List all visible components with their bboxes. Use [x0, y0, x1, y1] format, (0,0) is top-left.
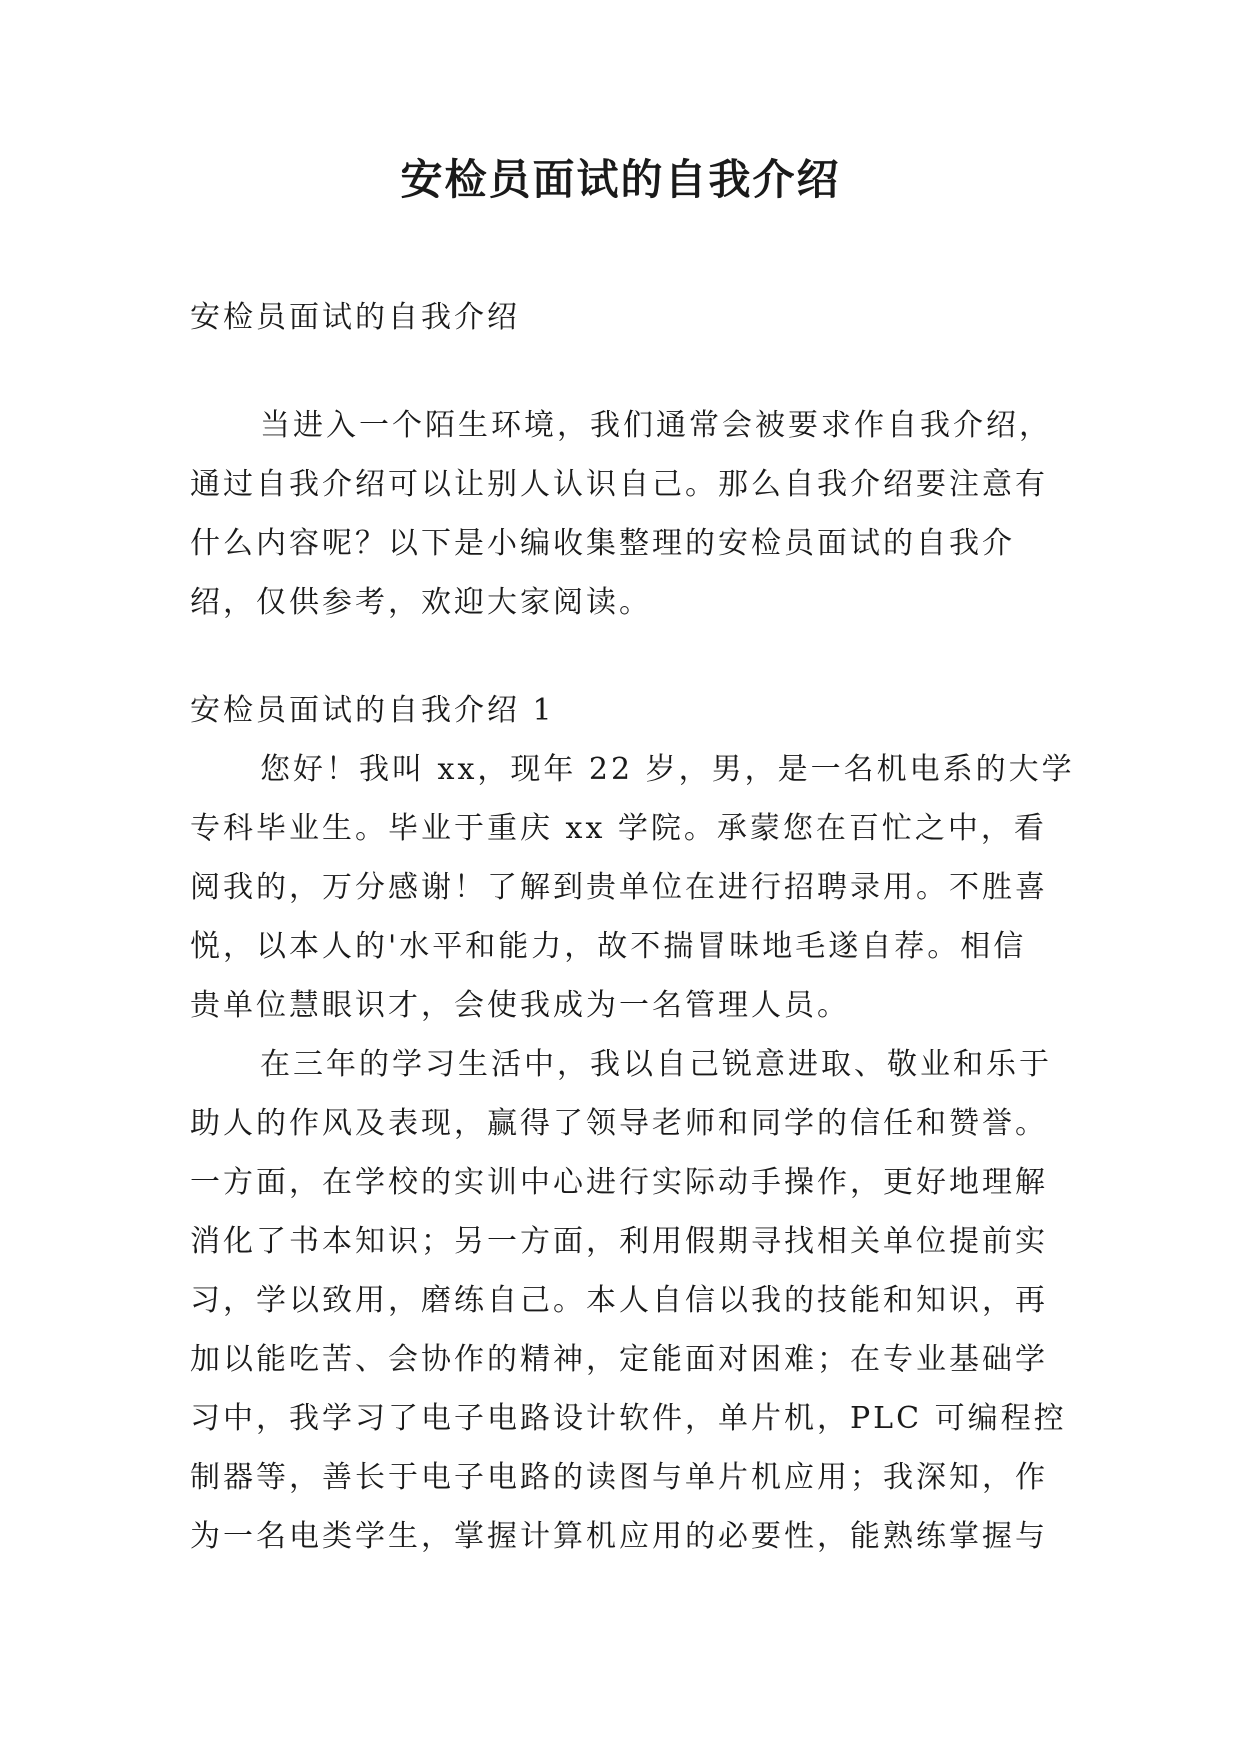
paragraph-line: 阅我的，万分感谢！了解到贵单位在进行招聘录用。不胜喜: [190, 870, 1048, 905]
paragraph-line: 专科毕业生。毕业于重庆 xx 学院。承蒙您在百忙之中，看: [190, 811, 1047, 846]
paragraph-line: 悦，以本人的'水平和能力，故不揣冒昧地毛遂自荐。相信: [190, 929, 1027, 964]
paragraph-line: 您好！我叫 xx，现年 22 岁，男，是一名机电系的大学: [260, 752, 1075, 787]
paragraph-line: 一方面，在学校的实训中心进行实际动手操作，更好地理解: [190, 1165, 1048, 1200]
paragraph-1: [190, 740, 1075, 1035]
paragraph-line: 绍，仅供参考，欢迎大家阅读。: [190, 585, 652, 620]
spacer: [190, 347, 1050, 396]
document-title: 安检员面试的自我介绍: [400, 155, 841, 204]
spacer: [190, 632, 1050, 681]
paragraph-line: 通过自我介绍可以让别人认识自己。那么自我介绍要注意有: [190, 467, 1048, 502]
paragraph-line: 助人的作风及表现，赢得了领导老师和同学的信任和赞誉。: [190, 1106, 1048, 1141]
paragraph-line: 在三年的学习生活中，我以自己锐意进取、敬业和乐于: [260, 1047, 1052, 1082]
document-body: [190, 288, 1075, 1566]
subtitle: 安检员面试的自我介绍: [190, 300, 520, 335]
paragraph-line: 制器等，善长于电子电路的读图与单片机应用；我深知，作: [190, 1460, 1048, 1495]
paragraph-line: 习，学以致用，磨练自己。本人自信以我的技能和知识，再: [190, 1283, 1048, 1318]
paragraph-line: 什么内容呢？以下是小编收集整理的安检员面试的自我介: [190, 526, 1015, 561]
intro-paragraph: [190, 396, 1050, 632]
paragraph-line: 为一名电类学生，掌握计算机应用的必要性，能熟练掌握与: [190, 1519, 1048, 1554]
paragraph-line: 当进入一个陌生环境，我们通常会被要求作自我介绍，: [260, 408, 1052, 443]
section-heading: 安检员面试的自我介绍 1: [190, 693, 555, 728]
paragraph-line: 贵单位慧眼识才，会使我成为一名管理人员。: [190, 988, 850, 1023]
paragraph-line: 消化了书本知识；另一方面，利用假期寻找相关单位提前实: [190, 1224, 1048, 1259]
paragraph-2: [190, 1035, 1067, 1566]
paragraph-line: 习中，我学习了电子电路设计软件，单片机，PLC 可编程控: [190, 1401, 1067, 1436]
paragraph-line: 加以能吃苦、会协作的精神，定能面对困难；在专业基础学: [190, 1342, 1048, 1377]
